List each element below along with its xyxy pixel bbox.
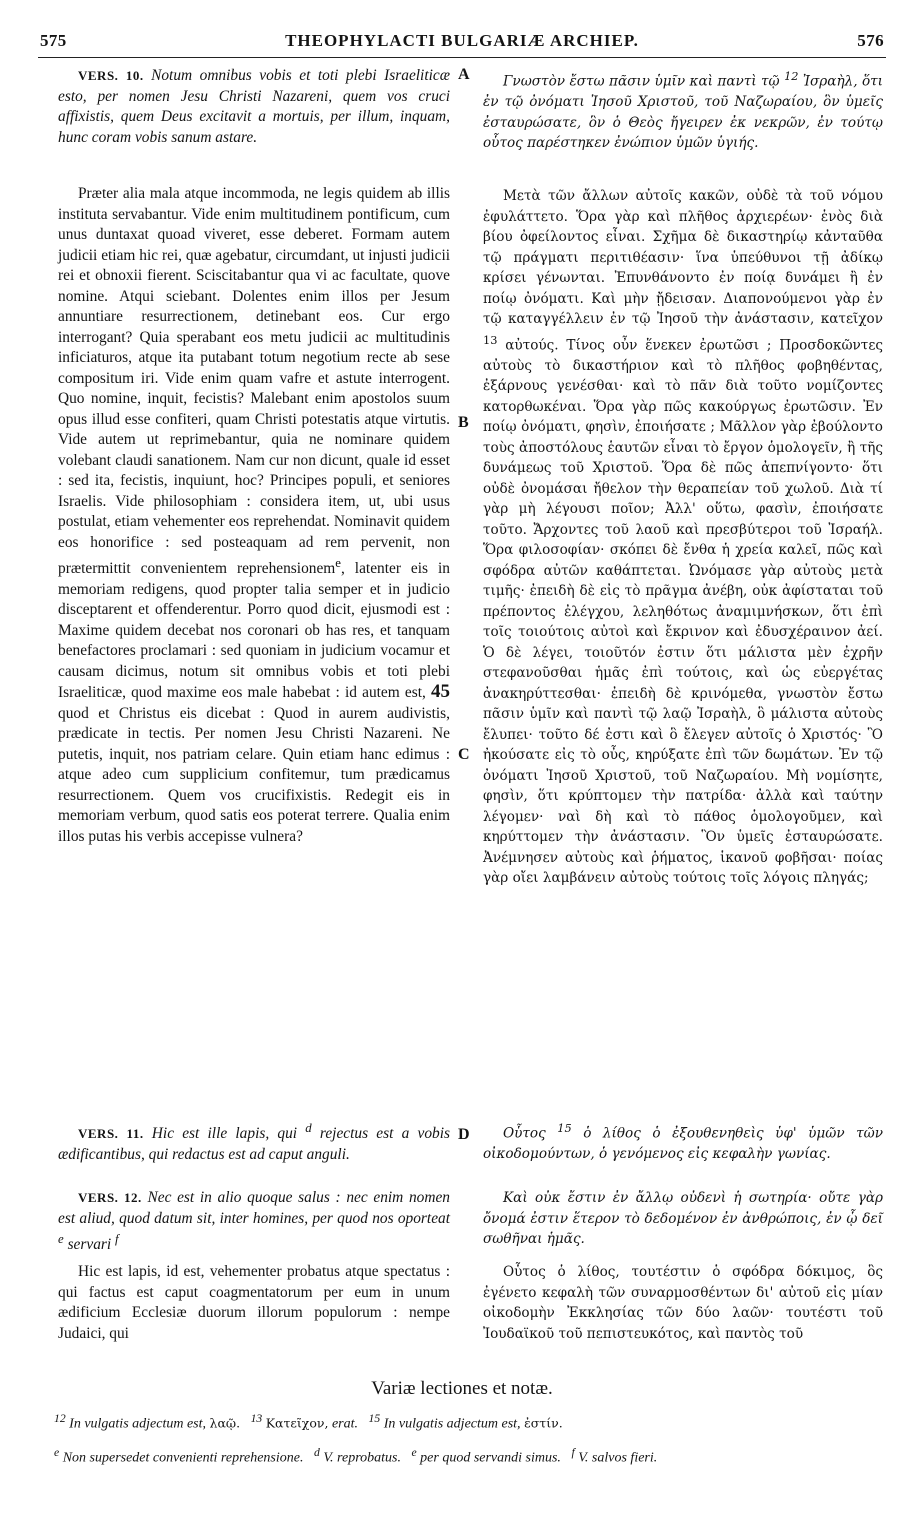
latin-verse-11 [58, 1118, 450, 1162]
verse-text: Hic est ille lapis, qui [151, 1125, 298, 1143]
note-mark: 13 [483, 332, 498, 347]
greek-verse-10 [483, 66, 883, 182]
note-mark: d [305, 1121, 312, 1135]
verse-label: VERS. 12. [78, 1190, 142, 1205]
note-mark: 13 [250, 1412, 263, 1425]
greek-verse-11 [483, 1118, 883, 1182]
verse-text: Γνωστὸν ἔστω πᾶσιν ὑμῖν καὶ παντὶ τῷ [503, 73, 780, 90]
latin-verse-10 [58, 66, 450, 176]
commentary-text: Præter alia mala atque incommoda, ne legis quidem ab illis instituta servabantur. Vide enim multitudinem pontificum, cum unus duntaxat quoad viveret, esse deberet. Formam autem judicii etiam hic rei, quæ agebatur, circumdant, ut injusti judicii rei et obnoxii fierent. Sciscitabantur qua vi ac facultate, quove nomine. Atqui sciebant. Dolentes enim illos per Jesum annuntiare resurrectionem, detinebant eos. Cur ergo interrogant? Quia sperabant eos metu judicii ac multitudinis inficiaturos, atque ita putabant totum negotium recte ab sese compositum iri. Vide enim quam vafre et astute interrogent. Quo nomine, inquit, fecistis? Malebant enim apostolos suum opus illud esse confiteri, quam Christi potestatis atque virtutis. Vide autem ut reprimebantur, quia ne nominare quidem volebant claudi sanationem. Nam cur non dicunt, quale id esset : sed ita, fecistis, inquiunt, hoc? Principes populi, et seniores Israelis. Vide philosophiam : considera item, ut, ubi usus postulat, etiam vehementer eos reprehendat. Nominavit quidem eos honorifice : sed posteaquam ad rem pervenit, non prætermittit convenientem reprehensionem [58, 185, 450, 578]
note-mark: e [54, 1446, 60, 1459]
verse-label: VERS. 10. [78, 68, 144, 83]
note-text: In vulgatis adjectum est, [383, 1416, 521, 1432]
latin-commentary-1 [58, 184, 450, 1109]
greek-commentary-2 [483, 1262, 883, 1366]
greek-verse-12 [483, 1188, 883, 1252]
column-number: 45 [431, 681, 450, 703]
note-mark: e [411, 1446, 417, 1459]
notes-line-2 [54, 1446, 884, 1467]
greek-commentary-1 [483, 186, 883, 1091]
note-text: V. salvos fieri. [578, 1450, 658, 1466]
margin-letter-c: C [458, 746, 470, 763]
note-text: erat. [331, 1416, 359, 1432]
verse-text: rejectus est a vobis ædificantibus, qui redactus est ad caput anguli. [58, 1125, 450, 1163]
note-mark: 12 [54, 1412, 66, 1425]
note-mark: f [115, 1232, 119, 1246]
note-text: V. reprobatus. [323, 1450, 401, 1466]
note-text: In vulgatis adjectum est, [69, 1416, 207, 1432]
note-mark: e [335, 556, 341, 570]
commentary-text: αὐτούς. Τίνος οὖν ἕνεκεν ἐρωτῶσι ; Προσδοκῶντες αὐτοὺς τὸ δικαστήριον καὶ τὸ πλῆθος φοβηθέντας, ἐξάρνους γενέσθαι· καὶ τὸ πᾶν διὰ τοῦτο νομίζοντες κατορθωκέναι. Ὅρα γὰρ πῶς κακούργως ἐρωτῶσιν. Ἐν ποίῳ ὀνόματι, φησὶν, ἐποιήσατε ; Μᾶλλον γὰρ ἐβούλοντο τοὺς ἀποστόλους ἑαυτῶν εἶναι τὸ ἔργον ὁμολογεῖν, ἢ τῆς δυνάμεως τοῦ Χριστοῦ. Ὅρα δὲ πῶς ἀπεπνίγοντο· ὅτι οὐδὲ ὀνομάσαι ἤθελον τὴν θεραπείαν τοῦ χωλοῦ. Διὰ τί γὰρ μὴ λέγουσι ποῖον; Ἀλλ' οὕτω, φασὶν, ἐποιήσατε τοῦτο. Ἄρχοντες τοῦ λαοῦ καὶ πρεσβύτεροι τοῦ Ἰσραήλ. Ὅρα φιλοσοφίαν· σκόπει δὲ ἔνθα ἡ χρεία καλεῖ, πῶς καὶ σφόδρα αὐτῶν καθάπτεται. Ὠνόμασε γὰρ αὐτοὺς μετὰ τιμῆς· ἐπειδὴ δὲ εἰς τὸ πρᾶγμα ἀνέβη, οὐκ ἀφίσταται τοῦ πρέποντος ἐλέγχου, λεληθότως ἀναμιμνήσκων, ὅτι ἐπὶ τοῖς τοιούτοις αὐτοὶ καὶ ἔκρινον καὶ ἐδυσχέραινον ἀεί. Ὁ δὲ λέγει, τοιοῦτόν ἐστιν ὅτι μάλιστα μὲν ἐχρῆν στεφανοῦσθαι ἡμᾶς ἐπὶ τούτοις, καὶ ὡς εὐεργέτας ἀνακηρύττεσθαι· ἐπειδὴ δὲ κρινόμεθα, γνωστὸν ἔστω πᾶσιν ὑμῖν καὶ παντὶ τῷ λαῷ Ἰσραὴλ, ὃ μάλιστα αὐτοὺς ἔλυπει· τοῦτο δέ ἐστι καὶ ὃ ἔλεγεν αὐτοῖς ὁ Χριστός· Ὃ ἠκούσατε εἰς τὸ οὖς, κηρύξατε ἐπὶ τῶν δωμάτων. Ἐν τῷ ὀνόματι Ἰησοῦ Χριστοῦ, τοῦ Ναζωραίου. Μὴ νομίσητε, φησὶν, ὅτι κρύπτομεν τὴν πατρίδα· ἀλλὰ καὶ ταύτην λέγομεν· ναὶ δὴ καὶ τὸ πάθος ὁμολογοῦμεν, καὶ κηρύττομεν τὴν ἀνάστασιν. Ὃν ὑμεῖς ἐσταυρώσατε. Ἀνέμνησεν αὐτοὺς καὶ ῥήματος, ἱκανοῦ φοβῆσαι· ποίας γὰρ οἴει λαμβάνειν αὐτοὺς τούτοις τοῖς λόγοις πληγάς; [483, 337, 883, 887]
note-mark: f [571, 1446, 575, 1459]
margin-letter-d: D [458, 1126, 470, 1143]
verse-text: Καὶ οὐκ ἔστιν ἐν ἄλλῳ οὐδενὶ ἡ σωτηρία· οὔτε γὰρ ὄνομά ἐστιν ἕτερον τὸ δεδομένον ἐν ἀνθρώποις, ἐν ᾧ δεῖ σωθῆναι ἡμᾶς. [483, 1190, 883, 1247]
note-mark: 15 [368, 1412, 381, 1425]
latin-commentary-2 [58, 1262, 450, 1366]
margin-letter-a: A [458, 66, 470, 83]
note-greek: λαῷ. [209, 1415, 241, 1431]
note-mark: 15 [557, 1121, 572, 1135]
note-mark: d [313, 1446, 320, 1459]
latin-verse-12 [58, 1188, 450, 1252]
commentary-text: , latenter eis in memoriam redigens, quod propter talia semper et in judicio disceptarent et offenderentur. Porro quod dicit, ejusmodi est : Maxime quidem decebat nos coronari ob has res, et tanquam benefactores proclamari : sed quoniam in judicium vocamur et causam dicimus, notum sit omnibus vobis et toti plebi Israeliticæ, quod maxime eos male habebat : id autem est, [58, 560, 450, 702]
notes-title: Variæ lectiones et notæ. [371, 1378, 553, 1399]
commentary-text: Hic est lapis, id est, vehementer probatus atque spectatus : qui factus est caput coagmentatorum per eum in unum ædificium Ecclesiæ duorum illorum populorum : nempe Judaici, qui [58, 1263, 450, 1342]
commentary-text: Μετὰ τῶν ἄλλων αὐτοῖς κακῶν, οὐδὲ τὰ τοῦ νόμου ἐφυλάττετο. Ὅρα γὰρ καὶ πλῆθος ἀρχιερέων· ἑνὸς διὰ βίου ὀφείλοντος εἶναι. Σχῆμα δὲ δικαστηρίῳ κἀνταῦθα τῷ πράγματι περιτιθέασιν· ἵνα ὑπεύθυνοι τῇ ἀδίκῳ κρίσει γένωνται. Ἐπυνθάνοντο ἐν ποίᾳ δυνάμει ἢ ἐν ποίῳ ὀνόματι. Καὶ μὴν ᾔδεισαν. Διαπονούμενοι γὰρ ἐν τῷ καταγγέλλειν ἐν τῷ Ἰησοῦ τὴν ἀνάστασιν, κατεῖχον [483, 188, 883, 327]
note-text: Non supersedet convenienti reprehensione. [62, 1450, 304, 1466]
note-greek: Κατεῖχον, [265, 1415, 329, 1431]
running-head [40, 31, 884, 55]
verse-text: ὁ λίθος ὁ ἐξουθενηθεὶς ὑφ' ὑμῶν τῶν οἰκοδομούντων, ὁ γενόμενος εἰς κεφαλὴν γωνίας. [483, 1125, 883, 1163]
verse-text: Notum omnibus vobis et toti plebi Israeliticæ esto, per nomen Jesu Christi Nazareni, quem vos cruci affixistis, quem Deus excitavit a mortuis, per illum, inquam, hunc coram vobis sanum astare. [58, 67, 450, 146]
commentary-text: quod et Christus eis dicebat : Quod in aurem audivistis, prædicate in tectis. Per nomen Jesu Christi Nazareni. Ne putetis, inquit, nos patriam celare. Quin etiam hanc edimus : atque adeo cum supplicium confitemur, tum prædicamus resurrectionem. Quem vos crucifixistis. Redegit eis in memoriam verbum, quod satis eos poterat terrere. Qualia enim illos putas his verbis accepisse vulnera? [58, 704, 450, 845]
note-mark: 12 [784, 69, 799, 83]
verse-text: Οὗτος [503, 1125, 546, 1142]
note-greek: ἐστίν. [524, 1415, 563, 1431]
margin-letter-b: B [458, 414, 469, 431]
note-text: per quod servandi simus. [420, 1450, 561, 1466]
verse-text: servari [67, 1236, 112, 1254]
commentary-text: Οὗτος ὁ λίθος, τουτέστιν ὁ σφόδρα δόκιμος, ὃς ἐγένετο κεφαλὴ τῶν συναρμοσθέντων δι' αὐτοῦ εἰς μίαν οἰκοδομὴν Ἐκκλησίας τῶν δύο λαῶν· τουτέστι τοῦ Ἰουδαϊκοῦ τοῦ πεπιστευκότος, καὶ παντὸς τοῦ [483, 1264, 883, 1342]
header-rule [38, 57, 886, 58]
page-number-right: 576 [857, 31, 884, 50]
page-number-left: 575 [40, 31, 67, 50]
note-mark: e [58, 1232, 64, 1246]
verse-text: Nec est in alio quoque salus : nec enim nomen est aliud, quod datum sit, inter homines, per quod nos oporteat [58, 1189, 451, 1227]
notes-line-1 [54, 1412, 884, 1433]
verse-label: VERS. 11. [78, 1126, 144, 1142]
page-title: THEOPHYLACTI BULGARIÆ ARCHIEP. [285, 31, 639, 50]
verse-text: Ἰσραὴλ, ὅτι ἐν τῷ ὀνόματι Ἰησοῦ Χριστοῦ, τοῦ Ναζωραίου, ὃν ὑμεῖς ἐσταυρώσατε, ὃν ὁ Θεὸς ἤγειρεν ἐκ νεκρῶν, ἐν τούτῳ οὗτος παρέστηκεν ἐνώπιον ὑμῶν ὑγιής. [483, 73, 883, 152]
